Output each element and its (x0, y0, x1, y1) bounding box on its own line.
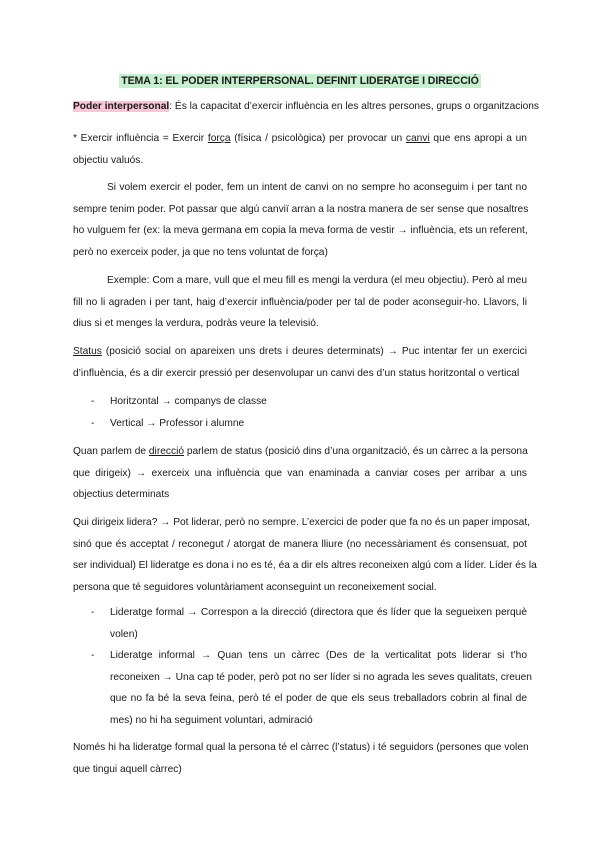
list-item: Vertical → Professor i alumne (110, 418, 245, 429)
paragraph-exercir-influencia: * Exercir influència = Exercir força (física / psicològica) per provocar un canvi que ens apropi a un objectiu valuós. (73, 133, 527, 166)
paragraph-direccio: Quan parlem de direcció parlem de status (posició dins d’una organització, és un càrrec a la persona que dirigeix) → exerceix una influència que van enaminada a canviar coses per arribar a uns objectius determinats (73, 446, 528, 500)
term-direccio: direcció (148, 446, 184, 457)
paragraph-poder-interpersonal (73, 96, 540, 118)
paragraph-nomes-lideratge-formal: Només hi ha lideratge formal qual la persona té el càrrec (l’status) i té seguidors (persones que volen que tingui aquell càrrec) (73, 742, 529, 775)
term-poder-interpersonal: Poder interpersonal (73, 101, 170, 112)
bullet-marker: - (91, 650, 95, 661)
bullet-marker: - (91, 607, 95, 618)
list-item-lideratge-informal: Lideratge informal → Quan tens un càrrec (Des de la verticalitat pots liderar si t’ho reconeixen → Una cap té poder, però pot no ser líder si no agrada les seves qualitats, creuen que no fa bé la seva feina, però té el poder de que els seus treballadors cobrin al final de mes) no hi ha seguiment voluntari, admiració (110, 650, 532, 726)
term-forca: força (207, 133, 231, 144)
paragraph-exemple-mare: Exemple: Com a mare, vull que el meu fill es mengi la verdura (el meu objectiu). Però al meu fill no li agraden i per tant, haig d’exercir influència/poder per tal de poder aconseguir-ho. Llavors, li dius si et menges la verdura, podràs veure la televisió. (73, 275, 527, 329)
paragraph-status: Status (posició social on apareixen uns drets i deures determinats) → Puc intentar fer un exercici d’influència, és a dir exercir pressió per desenvolupar un canvi des d’un status horitzontal o vertical (73, 346, 527, 379)
title-text: TEMA 1: EL PODER INTERPERSONAL. DEFINIT LIDERATGE I DIRECCIÓ (121, 75, 479, 87)
paragraph-qui-dirigeix-lidera: Qui dirigeix lidera? → Pot liderar, però no sempre. L’exercici de poder que fa no és un paper imposat, sinó que és acceptat / reconegut / atorgat de manera lliure (no necessàriament és consensuat, pot ser individual) El lideratge es dona i no es té, éa a dir els altres reconeixen algú com a líder. Líder és la persona que té seguidores voluntàriament aconseguint un reconeixement social. (73, 517, 537, 593)
list-item: Horitzontal → companys de classe (110, 396, 267, 407)
document-title (0, 75, 600, 87)
bullet-marker: - (91, 396, 95, 407)
bullet-marker: - (91, 418, 95, 429)
term-status: Status (73, 346, 102, 357)
term-canvi: canvi (405, 133, 430, 144)
paragraph-volem-exercir-poder: Si volem exercir el poder, fem un intent de canvi on no sempre ho aconseguim i per tant no sempre tenim poder. Pot passar que algú canviï arran a la nostra manera de ser sense que nosaltres ho vulguem fer (ex: la meva germana em copia la meva forma de vestir → influència, ets un referent, però no exerceix poder, ja que no tens voluntat de força) (73, 182, 529, 258)
list-item-lideratge-formal: Lideratge formal → Correspon a la direcció (directora que és líder que la segueixen perquè volen) (110, 607, 527, 640)
definition-text: : És la capacitat d’exercir influència en les altres persones, grups o organitzacions (169, 101, 540, 112)
